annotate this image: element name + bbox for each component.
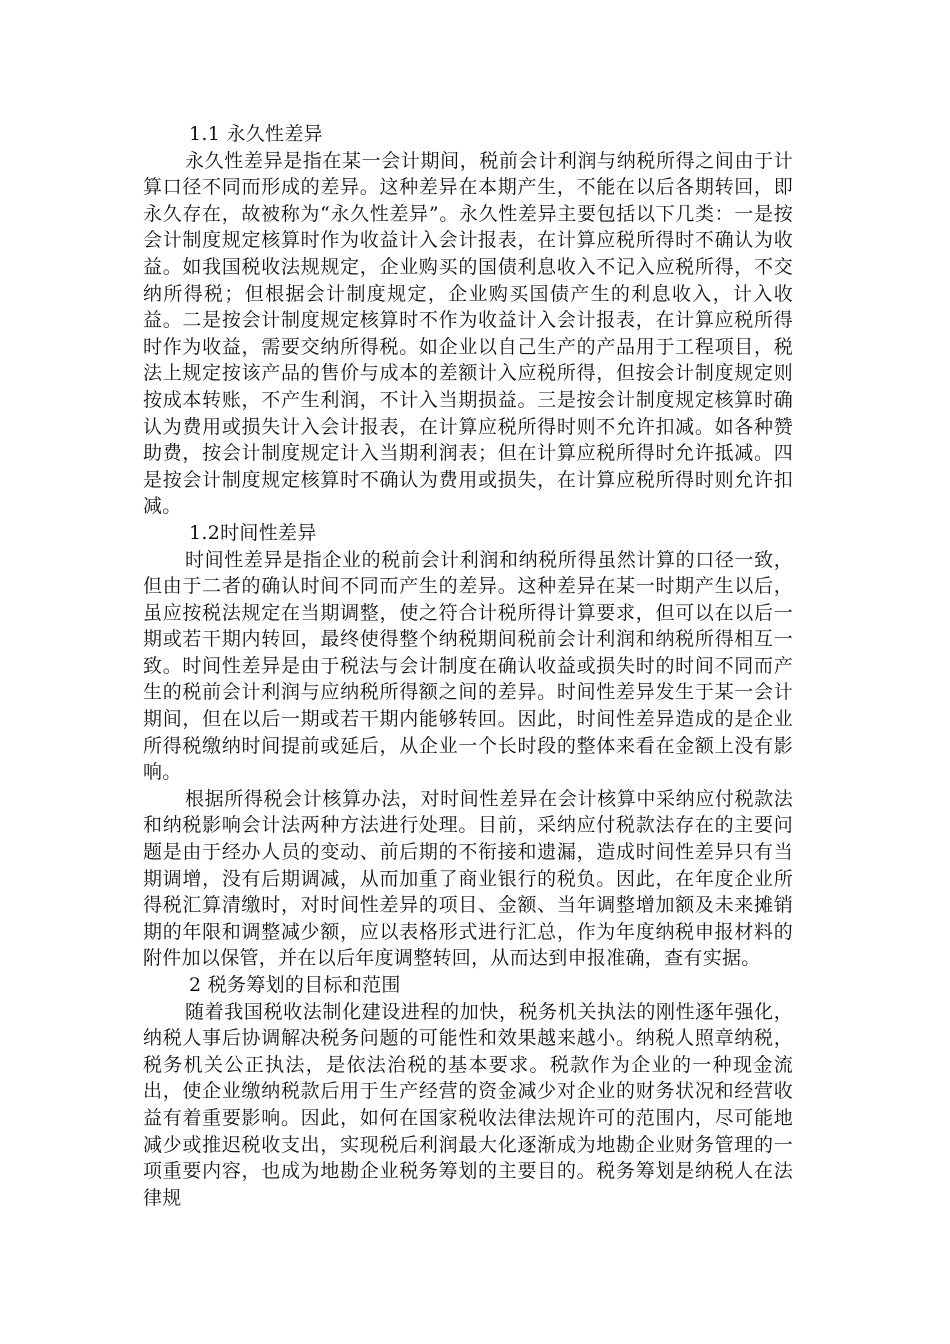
section-heading-1-1: 1.1 永久性差异 [189, 123, 323, 145]
paragraph-tax-method: 根据所得税会计核算办法，对时间性差异在会计核算中采纳应付税款法和纳税影响会计法两种方法进行处理。目前，采纳应付税款法存在的主要问题是由于经办人员的变动、前后期的不衔接和遗漏，造成时间性差异只有当期调增，没有后期调减，从而加重了商业银行的税负。因此，在年度企业所得税汇算清缴时，对时间性差异的项目、金额、当年调整增加额及未来摊销期的年限和调整减少额，应以表格形式进行汇总，作为年度纳税申报材料的附件加以保管，并在以后年度调整转回，从而达到申报准确，查有实据。 [143, 787, 793, 970]
paragraph-tax-planning: 随着我国税收法制化建设进程的加快，税务机关执法的刚性逐年强化，纳税人事后协调解决税务问题的可能性和效果越来越小。纳税人照章纳税，税务机关公正执法，是依法治税的基本要求。税款作为企业的一种现金流出，使企业缴纳税款后用于生产经营的资金减少对企业的财务状况和经营收益有着重要影响。因此，如何在国家税收法律法规许可的范围内，尽可能地减少或推迟税收支出，实现税后利润最大化逐渐成为地勘企业财务管理的一项重要内容，也成为地勘企业税务筹划的主要目的。税务筹划是纳税人在法律规 [143, 1000, 793, 1209]
paragraph-timing-difference: 时间性差异是指企业的税前会计利润和纳税所得虽然计算的口径一致，但由于二者的确认时间不同而产生的差异。这种差异在某一时期产生以后，虽应按税法规定在当期调整，使之符合计税所得计算要求，但可以在以后一期或若干期内转回，最终使得整个纳税期间税前会计利润和纳税所得相互一致。时间性差异是由于税法与会计制度在确认收益或损失时的时间不同而产生的税前会计利润与应纳税所得额之间的差异。时间性差异发生于某一会计期间，但在以后一期或若干期内能够转回。因此，时间性差异造成的是企业所得税缴纳时间提前或延后，从企业一个长时段的整体来看在金额上没有影响。 [143, 548, 793, 784]
document-page [143, 121, 793, 1211]
section-heading-2: 2 税务筹划的目标和范围 [189, 974, 401, 996]
paragraph-permanent-difference: 永久性差异是指在某一会计期间，税前会计利润与纳税所得之间由于计算口径不同而形成的差异。这种差异在本期产生，不能在以后各期转回，即永久存在，故被称为“永久性差异”。永久性差异主要包括以下几类：一是按会计制度规定核算时作为收益计入会计报表，在计算应税所得时不确认为收益。如我国税收法规规定，企业购买的国债利息收入不记入应税所得，不交纳所得税；但根据会计制度规定，企业购买国债产生的利息收入，计入收益。二是按会计制度规定核算时不作为收益计入会计报表，在计算应税所得时作为收益，需要交纳所得税。如企业以自己生产的产品用于工程项目，税法上规定按该产品的售价与成本的差额计入应税所得，但按会计制度规定则按成本转账，不产生利润，不计入当期损益。三是按会计制度规定核算时确认为费用或损失计入会计报表，在计算应税所得时则不允许扣减。如各种赞助费，按会计制度规定计入当期利润表；但在计算应税所得时允许抵减。四是按会计制度规定核算时不确认为费用或损失，在计算应税所得时则允许扣减。 [143, 149, 793, 518]
section-heading-1-2: 1.2时间性差异 [189, 521, 317, 544]
